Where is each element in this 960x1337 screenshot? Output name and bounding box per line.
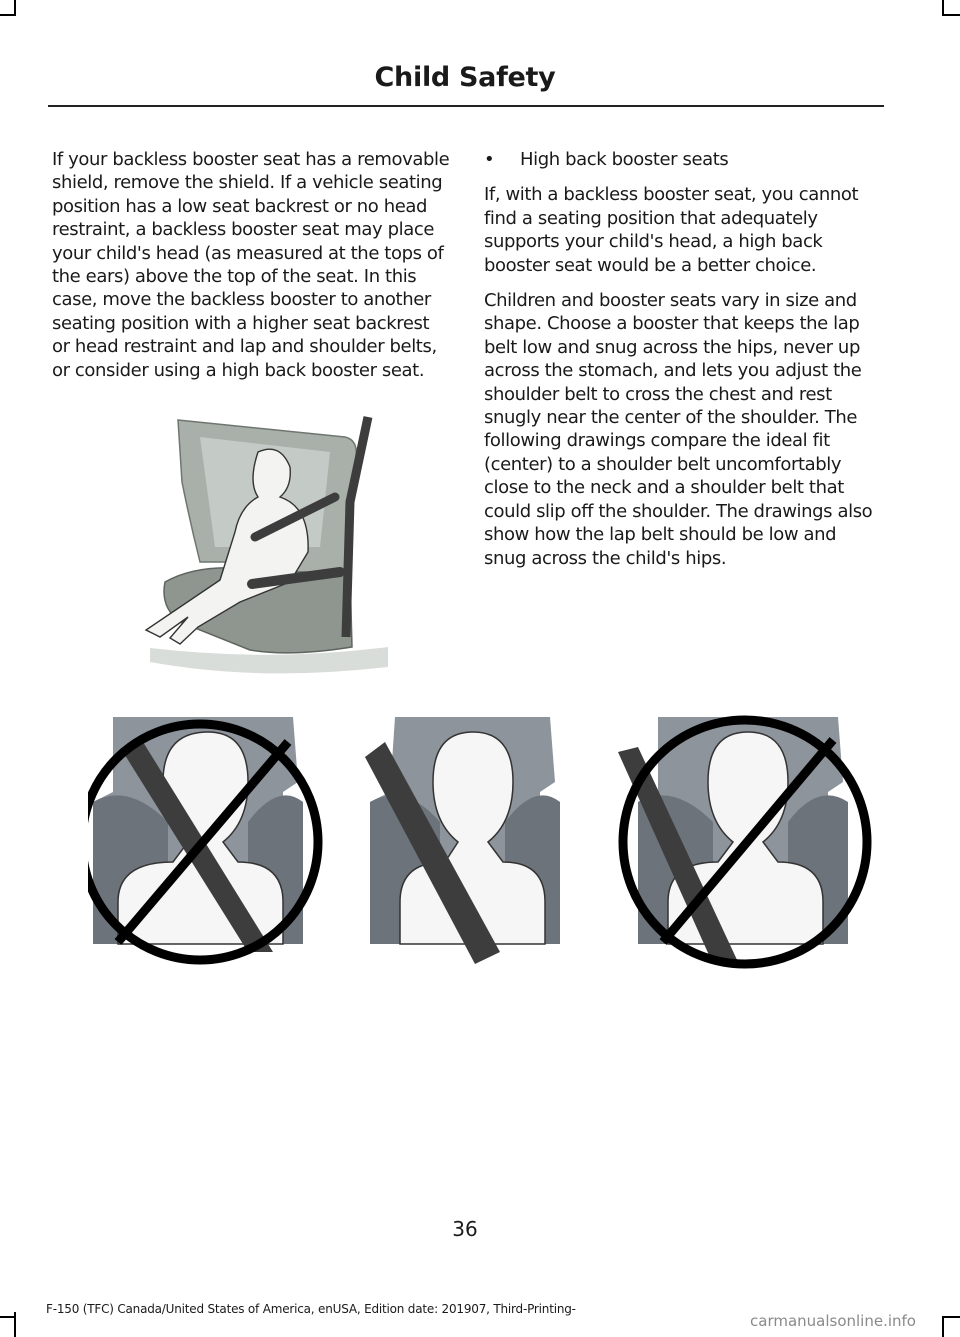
crop-mark bbox=[942, 1318, 944, 1337]
bullet-item bbox=[484, 148, 882, 171]
crop-mark bbox=[0, 1316, 16, 1318]
belt-correct-fit-illustration bbox=[355, 712, 595, 974]
right-column bbox=[484, 148, 882, 582]
crop-mark bbox=[942, 1316, 960, 1318]
bullet-text: High back booster seats bbox=[520, 149, 729, 170]
fit-paragraph: Children and booster seats vary in size and shape. Choose a booster that keeps the lap belt low and snug across the hips, never up across the stomach, and lets you adjust the shoulder belt to cross the chest and rest snugly near the center of the shoulder. The following drawings compare the ideal fit (center) to a shoulder belt uncomfortably close to the neck and a shoulder belt that could slip off the shoulder. The drawings also show how the lap belt should be low and snug across the child's hips. bbox=[484, 290, 873, 569]
header-rule bbox=[48, 105, 884, 107]
left-column bbox=[52, 148, 450, 394]
crop-mark bbox=[0, 14, 16, 16]
bullet-icon: • bbox=[484, 149, 495, 170]
watermark: carmanualsonline.info bbox=[750, 1312, 916, 1330]
belt-close-to-neck-illustration bbox=[88, 712, 328, 974]
high-back-paragraph: If, with a backless booster seat, you cannot find a seating position that adequately supports your child's head, a high back booster seat would be a better choice. bbox=[484, 184, 859, 276]
child-in-high-back-booster-illustration bbox=[140, 412, 390, 684]
backless-booster-paragraph: If your backless booster seat has a removable shield, remove the shield. If a vehicle seating position has a low seat backrest or no head restraint, a backless booster seat may place your child's head (as measured at the tops of the ears) above the top of the seat. In this case, move the backless booster to another seating position with a higher seat backrest or head restraint and lap and shoulder belts, or consider using a high back booster seat. bbox=[52, 149, 450, 381]
page-number: 36 bbox=[452, 1217, 478, 1241]
edition-footer: F-150 (TFC) Canada/United States of America, enUSA, Edition date: 201907, Third-Printing- bbox=[46, 1302, 576, 1316]
page-title: Child Safety bbox=[374, 62, 556, 93]
crop-mark bbox=[942, 14, 960, 16]
belt-off-shoulder-illustration bbox=[618, 712, 880, 974]
